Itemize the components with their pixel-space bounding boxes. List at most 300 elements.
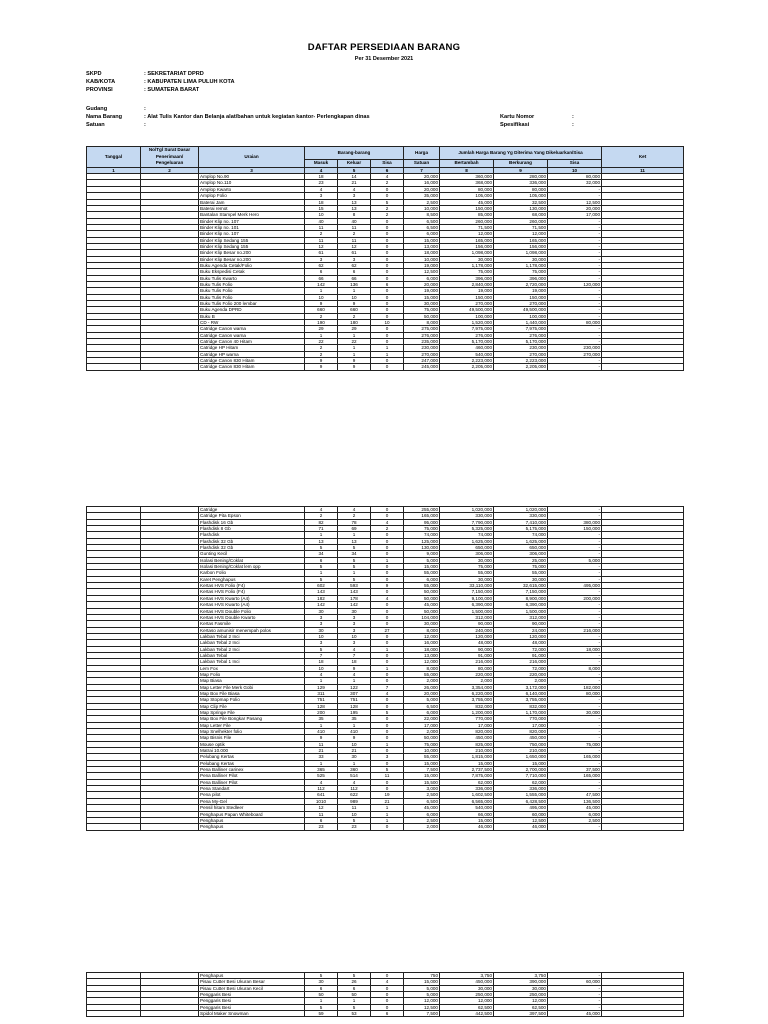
cell-masuk: 660 (305, 307, 338, 313)
cell-berkurang: 91,000 (494, 652, 548, 658)
cell-uraian: Pena Standart (199, 786, 305, 792)
cell-sisa: 0 (371, 716, 404, 722)
cell-keluar: 5 (338, 817, 371, 823)
cell-sisa-jumlah: 216,000 (548, 627, 602, 633)
info-skpd: SKPD : SEKRETARIAT DPRD (86, 71, 204, 77)
cell-sisa-jumlah: - (548, 614, 602, 620)
cell-sisa: 7 (371, 684, 404, 690)
cell-masuk: 1 (305, 532, 338, 538)
cell-uraian: Lem Fox (199, 665, 305, 671)
cell-sisa: 3 (371, 754, 404, 760)
header-masuk: Masuk (305, 160, 338, 168)
cell-masuk: 9 (305, 364, 338, 370)
cell-harga-satuan: 245,000 (404, 364, 440, 370)
cell-sisa: 0 (371, 589, 404, 595)
cell-masuk: 112 (305, 786, 338, 792)
cell-berkurang: 75,000 (494, 564, 548, 570)
cell-harga-satuan: 8,500 (404, 212, 440, 218)
cell-sisa-jumlah: - (548, 1004, 602, 1010)
cell-sisa: 0 (371, 218, 404, 224)
cell-sisa: 1 (371, 741, 404, 747)
table-row (87, 364, 684, 370)
cell-keluar: 9 (338, 735, 371, 741)
cell-harga-satuan: 30,000 (404, 301, 440, 307)
cell-sisa: 0 (371, 364, 404, 370)
cell-masuk: 30 (305, 979, 338, 985)
cell-harga-satuan: 8,000 (404, 665, 440, 671)
cell-berkurang: 7,710,000 (494, 773, 548, 779)
cell-harga-satuan: 3,000 (404, 786, 440, 792)
cell-harga-satuan: 20,000 (404, 690, 440, 696)
cell-berkurang: 210,000 (494, 748, 548, 754)
cell-harga-satuan: 2,000 (404, 824, 440, 830)
cell-keluar: 307 (338, 690, 371, 696)
cell-bertambah: 80,000 (440, 665, 494, 671)
cell-uraian: Buku Ekspedisi Cetak (199, 269, 305, 275)
cell-sisa: 0 (371, 564, 404, 570)
cell-sisa-jumlah: 47,500 (548, 792, 602, 798)
cell-masuk: 1 (305, 998, 338, 1004)
cell-masuk: 71 (305, 526, 338, 532)
cell-berkurang: 32,500 (494, 199, 548, 205)
cell-keluar: 3 (338, 614, 371, 620)
cell-sisa-jumlah: 165,000 (548, 773, 602, 779)
cell-bertambah: 336,000 (440, 786, 494, 792)
cell-uraian: Pena Balliner carinex (199, 767, 305, 773)
cell-sisa-jumlah: - (548, 294, 602, 300)
cell-uraian: Gunting Kecil (199, 551, 305, 557)
cell-sisa-jumlah: - (548, 589, 602, 595)
cell-sisa-jumlah: - (548, 243, 602, 249)
cell-sisa-jumlah: - (548, 313, 602, 319)
index-cell: 2 (141, 167, 199, 173)
cell-bertambah: 30,000 (440, 576, 494, 582)
cell-masuk: 4 (305, 186, 338, 192)
cell-harga-satuan: 255,000 (404, 507, 440, 513)
cell-harga-satuan: 6,000 (404, 811, 440, 817)
cell-uraian: Catridge Canon warna (199, 326, 305, 332)
cell-keluar: 3 (338, 193, 371, 199)
cell-bertambah: 2,205,000 (440, 364, 494, 370)
cell-bertambah: 15,000 (440, 760, 494, 766)
cell-masuk: 10 (305, 212, 338, 218)
cell-berkurang: 2,700,000 (494, 767, 548, 773)
cell-sisa: 0 (371, 760, 404, 766)
cell-bertambah: 12,000 (440, 231, 494, 237)
cell-berkurang: 74,000 (494, 532, 548, 538)
cell-keluar: 11 (338, 805, 371, 811)
cell-uraian: Map Box File Biasa (199, 690, 305, 696)
cell-uraian: Penghapus Papan Whiteboard (199, 811, 305, 817)
cell-sisa-jumlah: 18,000 (548, 646, 602, 652)
cell-keluar: 112 (338, 786, 371, 792)
cell-masuk: 30 (305, 627, 338, 633)
cell-harga-satuan: 17,000 (404, 722, 440, 728)
cell-keluar: 62 (338, 262, 371, 268)
cell-berkurang: 90,000 (494, 621, 548, 627)
cell-harga-satuan: 95,000 (404, 519, 440, 525)
cell-masuk: 5 (305, 973, 338, 979)
cell-sisa-jumlah: - (548, 186, 602, 192)
cell-uraian: Kertas HVS Double Folio (199, 608, 305, 614)
cell-sisa: 10 (371, 320, 404, 326)
cell-uraian: Map Folio (199, 671, 305, 677)
cell-sisa: 0 (371, 545, 404, 551)
cell-bertambah: 1,178,000 (440, 262, 494, 268)
cell-berkurang: 397,500 (494, 1011, 548, 1017)
cell-bertambah: 30,000 (440, 985, 494, 991)
cell-masuk: 3 (305, 193, 338, 199)
cell-masuk: 11 (305, 237, 338, 243)
cell-masuk: 22 (305, 339, 338, 345)
cell-masuk: 11 (305, 811, 338, 817)
cell-harga-satuan: 270,000 (404, 351, 440, 357)
cell-uraian: Catridge Canon 830 Hitam (199, 358, 305, 364)
cell-sisa-jumlah: - (548, 998, 602, 1004)
cell-keluar: 142 (338, 602, 371, 608)
cell-masuk: 1 (305, 722, 338, 728)
cell-uraian: Catridge Canon 830 Hitam (199, 364, 305, 370)
cell-masuk: 1 (305, 570, 338, 576)
cell-masuk: 18 (305, 199, 338, 205)
cell-harga-satuan: 750 (404, 973, 440, 979)
cell-harga-satuan: 5,000 (404, 697, 440, 703)
cell-uraian: Penghapus (199, 973, 305, 979)
cell-berkurang: 390,000 (494, 979, 548, 985)
cell-berkurang: 1,625,000 (494, 538, 548, 544)
cell-harga-satuan: 9,000 (404, 551, 440, 557)
info-detail (86, 105, 370, 130)
cell-berkurang: 55,000 (494, 570, 548, 576)
cell-bertambah: 90,000 (440, 646, 494, 652)
cell-bertambah: 6,565,000 (440, 798, 494, 804)
cell-masuk: 6 (305, 817, 338, 823)
cell-surat (141, 824, 199, 830)
cell-berkurang: 48,000 (494, 640, 548, 646)
cell-keluar: 514 (338, 773, 371, 779)
cell-berkurang: 6,140,000 (494, 690, 548, 696)
cell-berkurang: 330,000 (494, 513, 548, 519)
cell-berkurang: 2,205,000 (494, 364, 548, 370)
info-nama-barang: Nama Barang : Alat Tulis Kantor dan Belanja alat/bahan untuk kegiatan kantor- Perlengkapan dinas (86, 114, 370, 121)
cell-sisa-jumlah: - (548, 193, 602, 199)
cell-berkurang: 250,000 (494, 992, 548, 998)
cell-sisa-jumlah: - (548, 671, 602, 677)
cell-berkurang: 165,000 (494, 237, 548, 243)
cell-sisa: 0 (371, 998, 404, 1004)
cell-keluar: 10 (338, 741, 371, 747)
cell-bertambah: 19,000 (440, 288, 494, 294)
cell-uraian: Buku Tulis Kwarto (199, 275, 305, 281)
cell-masuk: 12 (305, 243, 338, 249)
cell-berkurang: 495,000 (494, 805, 548, 811)
cell-keluar: 1 (338, 351, 371, 357)
cell-berkurang: 6,428,500 (494, 798, 548, 804)
cell-uraian: Map Letter File Merk Gobi (199, 684, 305, 690)
cell-sisa-jumlah: - (548, 760, 602, 766)
cell-masuk: 2 (305, 513, 338, 519)
cell-sisa: 0 (371, 1004, 404, 1010)
cell-bertambah: 6,390,000 (440, 602, 494, 608)
cell-uraian: Lakban Tebal 2 Inci (199, 633, 305, 639)
cell-masuk: 35 (305, 716, 338, 722)
cell-berkurang: 1,555,000 (494, 792, 548, 798)
cell-berkurang: 12,000 (494, 231, 548, 237)
cell-harga-satuan: 10,000 (404, 205, 440, 211)
cell-masuk: 5 (305, 1004, 338, 1010)
cell-masuk: 365 (305, 767, 338, 773)
cell-harga-satuan: 20,000 (404, 186, 440, 192)
cell-bertambah: 150,000 (440, 294, 494, 300)
cell-sisa: 1 (371, 665, 404, 671)
cell-berkurang: 71,500 (494, 224, 548, 230)
cell-uraian: Map Biasa (199, 678, 305, 684)
cell-harga-satuan: 50,000 (404, 735, 440, 741)
header-jumlah: Jumlah Harga Barang Yg Diterima Yang Dikeluarkan/Sisa (440, 147, 602, 160)
cell-sisa: 0 (371, 640, 404, 646)
cell-harga-satuan: 12,000 (404, 659, 440, 665)
cell-sisa: 0 (371, 985, 404, 991)
cell-berkurang: 8,900,000 (494, 595, 548, 601)
cell-masuk: 33 (305, 754, 338, 760)
cell-sisa: 0 (371, 551, 404, 557)
cell-harga-satuan: 235,000 (404, 339, 440, 345)
cell-uraian: Buku Tulis Folio (199, 281, 305, 287)
cell-keluar: 1 (338, 998, 371, 1004)
cell-sisa: 0 (371, 339, 404, 345)
cell-bertambah: 9,100,000 (440, 595, 494, 601)
cell-sisa-jumlah: - (548, 602, 602, 608)
table-body-section-3 (87, 973, 684, 1017)
inventory-table-page-2 (86, 506, 684, 831)
cell-sisa: 0 (371, 275, 404, 281)
cell-sisa-jumlah: - (548, 269, 602, 275)
cell-keluar: 1 (338, 678, 371, 684)
cell-uraian: Lakban Tebal 1 Inci (199, 659, 305, 665)
cell-harga-satuan: 2,500 (404, 817, 440, 823)
header-sisa-jumlah: Sisa (548, 160, 602, 168)
cell-keluar: 6 (338, 985, 371, 991)
cell-berkurang: 1,440,000 (494, 320, 548, 326)
cell-sisa-jumlah: 80,000 (548, 320, 602, 326)
cell-keluar: 1 (338, 532, 371, 538)
cell-sisa: 9 (371, 583, 404, 589)
table-row (87, 1011, 684, 1017)
cell-sisa: 0 (371, 602, 404, 608)
cell-tanggal (87, 824, 141, 830)
cell-uraian: Map Snelhekter folio (199, 729, 305, 735)
cell-uraian: Penggaris Besi (199, 1004, 305, 1010)
cell-keluar: 410 (338, 729, 371, 735)
info-provinsi: PROVINSI : SUMATERA BARAT (86, 87, 200, 94)
cell-keluar: 5 (338, 973, 371, 979)
cell-bertambah: 306,000 (440, 551, 494, 557)
cell-sisa-jumlah: - (548, 538, 602, 544)
cell-uraian: Pelubang Kertas (199, 760, 305, 766)
cell-sisa: 0 (371, 243, 404, 249)
cell-berkurang: 30,000 (494, 576, 548, 582)
cell-sisa: 4 (371, 595, 404, 601)
cell-sisa-jumlah: - (548, 722, 602, 728)
cell-sisa-jumlah: - (548, 507, 602, 513)
cell-bertambah: 3,755,000 (440, 697, 494, 703)
cell-harga-satuan: 15,000 (404, 294, 440, 300)
cell-sisa: 6 (371, 1011, 404, 1017)
cell-sisa-jumlah: - (548, 779, 602, 785)
cell-harga-satuan: 45,000 (404, 602, 440, 608)
cell-bertambah: 48,000 (440, 640, 494, 646)
cell-sisa-jumlah: 136,500 (548, 798, 602, 804)
cell-masuk: 4 (305, 779, 338, 785)
cell-ket (602, 364, 684, 370)
cell-uraian: Buku B (199, 313, 305, 319)
cell-harga-satuan: 16,000 (404, 640, 440, 646)
cell-bertambah: 450,000 (440, 979, 494, 985)
cell-keluar: 66 (338, 275, 371, 281)
cell-berkurang: 130,000 (494, 205, 548, 211)
cell-sisa: 0 (371, 659, 404, 665)
cell-sisa-jumlah: - (548, 640, 602, 646)
cell-keluar: 4 (338, 779, 371, 785)
cell-bertambah: 165,000 (440, 237, 494, 243)
cell-harga-satuan: 26,000 (404, 684, 440, 690)
cell-berkurang: 49,500,000 (494, 307, 548, 313)
cell-keluar: 143 (338, 589, 371, 595)
cell-bertambah: 216,000 (440, 659, 494, 665)
cell-bertambah: 1,602,500 (440, 792, 494, 798)
cell-berkurang: 1,170,000 (494, 710, 548, 716)
cell-sisa: 0 (371, 313, 404, 319)
cell-masuk: 3 (305, 640, 338, 646)
cell-berkurang: 270,000 (494, 301, 548, 307)
cell-sisa-jumlah: - (548, 339, 602, 345)
cell-masuk: 1 (305, 760, 338, 766)
cell-sisa: 27 (371, 627, 404, 633)
cell-sisa: 6 (371, 281, 404, 287)
cell-uraian: Kertaso amunisir menempah polos (199, 627, 305, 633)
cell-bertambah: 30,000 (440, 256, 494, 262)
cell-bertambah: 85,000 (440, 212, 494, 218)
cell-keluar: 4 (338, 671, 371, 677)
cell-bertambah: 17,000 (440, 722, 494, 728)
cell-masuk: 1 (305, 288, 338, 294)
cell-berkurang: 820,000 (494, 729, 548, 735)
cell-berkurang: 216,000 (494, 659, 548, 665)
cell-sisa-jumlah: - (548, 824, 602, 830)
cell-bertambah: 2,840,000 (440, 281, 494, 287)
cell-sisa-jumlah: - (548, 332, 602, 338)
cell-sisa: 0 (371, 358, 404, 364)
cell-bertambah: 540,000 (440, 351, 494, 357)
cell-berkurang: 30,000 (494, 985, 548, 991)
header-ket: Ket (602, 147, 684, 168)
cell-keluar: 195 (338, 710, 371, 716)
cell-bertambah: 1,625,000 (440, 538, 494, 544)
header-berkurang: Berkurang (494, 160, 548, 168)
cell-bertambah: 7,975,000 (440, 326, 494, 332)
cell-masuk: 10 (305, 294, 338, 300)
cell-sisa-jumlah: - (548, 513, 602, 519)
cell-harga-satuan: 75,000 (404, 741, 440, 747)
cell-sisa: 0 (371, 722, 404, 728)
cell-keluar: 4 (338, 186, 371, 192)
cell-sisa: 0 (371, 633, 404, 639)
cell-uraian: Kertas HVS Folio (F4) (199, 583, 305, 589)
cell-sisa: 4 (371, 690, 404, 696)
cell-sisa-jumlah: - (548, 551, 602, 557)
cell-bertambah: 360,000 (440, 174, 494, 180)
cell-harga-satuan: 12,000 (404, 633, 440, 639)
table-row (87, 824, 684, 830)
cell-bertambah: 75,000 (440, 269, 494, 275)
cell-bertambah: 250,000 (440, 992, 494, 998)
cell-berkurang: 1,500,000 (494, 608, 548, 614)
info-kabkota: KAB/KOTA : KABUPATEN LIMA PULUH KOTA (86, 79, 235, 86)
cell-bertambah: 6,220,000 (440, 690, 494, 696)
cell-keluar: 7 (338, 652, 371, 658)
cell-bertambah: 1,200,000 (440, 710, 494, 716)
index-cell: 1 (87, 167, 141, 173)
cell-sisa: 0 (371, 748, 404, 754)
cell-masuk: 4 (305, 507, 338, 513)
cell-berkurang: 6,390,000 (494, 602, 548, 608)
cell-keluar: 10 (338, 633, 371, 639)
cell-masuk: 6 (305, 269, 338, 275)
cell-masuk: 7 (305, 652, 338, 658)
cell-harga-satuan: 55,000 (404, 754, 440, 760)
cell-bertambah: 49,500,000 (440, 307, 494, 313)
cell-uraian: Karet Penghapus (199, 576, 305, 582)
cell-masuk: 1 (305, 332, 338, 338)
cell-uraian: Pena Balliner Pilot (199, 773, 305, 779)
cell-masuk: 143 (305, 589, 338, 595)
cell-berkurang: 30,000 (494, 256, 548, 262)
cell-masuk: 311 (305, 690, 338, 696)
index-cell: 9 (494, 167, 548, 173)
cell-bertambah: 45,000 (440, 199, 494, 205)
cell-harga-satuan: 22,000 (404, 716, 440, 722)
cell-masuk: 2 (305, 313, 338, 319)
cell-harga-satuan: 55,000 (404, 583, 440, 589)
cell-berkurang: 220,000 (494, 671, 548, 677)
cell-berkurang: 306,000 (494, 551, 548, 557)
cell-uraian: Amplop Kwarto (199, 186, 305, 192)
cell-sisa-jumlah: - (548, 621, 602, 627)
cell-uraian: Penggaris Besi (199, 992, 305, 998)
cell-sisa: 2 (371, 205, 404, 211)
cell-sisa: 0 (371, 186, 404, 192)
cell-bertambah: 2,000 (440, 678, 494, 684)
cell-sisa-jumlah: 30,000 (548, 710, 602, 716)
cell-sisa: 19 (371, 792, 404, 798)
cell-bertambah: 650,000 (440, 545, 494, 551)
cell-berkurang: 12,500 (494, 817, 548, 823)
cell-harga-satuan: 13,000 (404, 652, 440, 658)
cell-bertambah: 3,750 (440, 973, 494, 979)
cell-harga-satuan: 2,500 (404, 199, 440, 205)
cell-bertambah: 2,223,000 (440, 358, 494, 364)
cell-harga-satuan: 130,000 (404, 545, 440, 551)
cell-keluar: 360 (338, 767, 371, 773)
cell-keluar: 3 (338, 621, 371, 627)
cell-sisa: 5 (371, 199, 404, 205)
cell-masuk: 10 (305, 633, 338, 639)
cell-keluar: 128 (338, 703, 371, 709)
cell-bertambah: 1,020,000 (440, 507, 494, 513)
cell-sisa: 4 (371, 519, 404, 525)
cell-uraian: Binder Klip Besar no.200 (199, 250, 305, 256)
cell-sisa-jumlah: 45,000 (548, 1011, 602, 1017)
